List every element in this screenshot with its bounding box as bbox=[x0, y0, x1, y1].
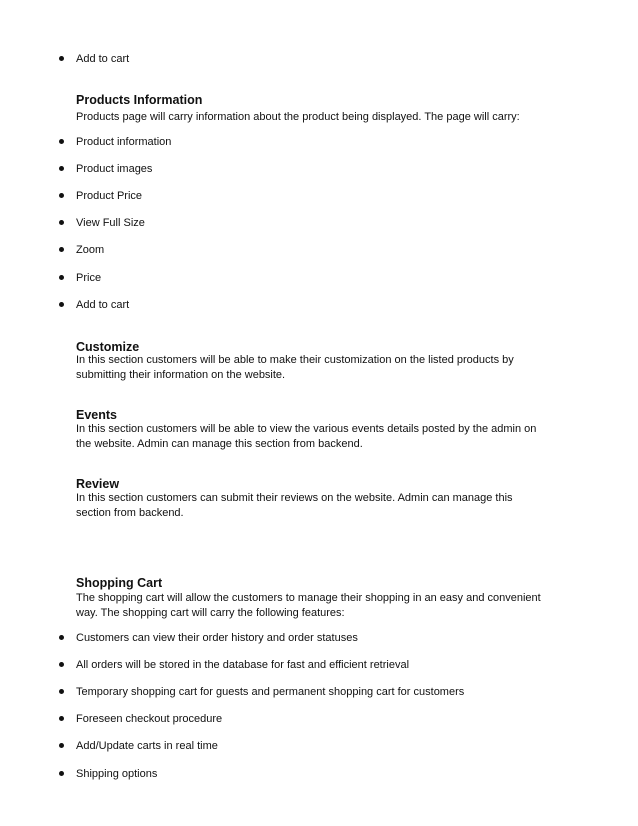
products-intro: Products page will carry information about the product being displayed. The page will carry: bbox=[76, 111, 520, 123]
section-heading-events: Events bbox=[76, 408, 117, 422]
list-item-text: Product Price bbox=[76, 190, 143, 202]
customize-line-2: submitting their information on the website. bbox=[76, 369, 286, 381]
review-line-1: In this section customers can submit their reviews on the website. Admin can manage this bbox=[76, 492, 513, 504]
list-item-text: View Full Size bbox=[76, 217, 145, 229]
list-item bbox=[0, 297, 638, 315]
list-item bbox=[0, 188, 638, 206]
bullet-icon bbox=[59, 635, 64, 640]
list-item-text: Product images bbox=[76, 163, 153, 175]
list-item bbox=[0, 630, 638, 648]
bullet-icon bbox=[59, 166, 64, 171]
list-item-text: Add to cart bbox=[76, 299, 130, 311]
section-heading-products: Products Information bbox=[76, 93, 203, 107]
list-item-text: All orders will be stored in the database for fast and efficient retrieval bbox=[76, 659, 410, 671]
list-item bbox=[0, 270, 638, 288]
list-item-text: Price bbox=[76, 272, 102, 284]
list-item-text: Add/Update carts in real time bbox=[76, 740, 218, 752]
events-line-2: the website. Admin can manage this section from backend. bbox=[76, 438, 363, 450]
customize-line-1: In this section customers will be able to make their customization on the listed products by bbox=[76, 354, 514, 366]
list-item-text: Zoom bbox=[76, 244, 105, 256]
bullet-icon bbox=[59, 247, 64, 252]
bullet-icon bbox=[59, 771, 64, 776]
list-item-text: Foreseen checkout procedure bbox=[76, 713, 223, 725]
list-item bbox=[0, 684, 638, 702]
bullet-icon bbox=[59, 193, 64, 198]
shopping-cart-line-2: way. The shopping cart will carry the following features: bbox=[76, 607, 345, 619]
events-line-1: In this section customers will be able to view the various events details posted by the admin on bbox=[76, 423, 537, 435]
list-item bbox=[0, 766, 638, 784]
bullet-icon bbox=[59, 56, 64, 61]
section-heading-review: Review bbox=[76, 477, 120, 491]
list-item-text: Temporary shopping cart for guests and permanent shopping cart for customers bbox=[76, 686, 465, 698]
shopping-cart-line-1: The shopping cart will allow the customers to manage their shopping in an easy and convenient bbox=[76, 592, 541, 604]
bullet-icon bbox=[59, 743, 64, 748]
list-item bbox=[0, 51, 638, 69]
bullet-icon bbox=[59, 302, 64, 307]
list-item-text: Product information bbox=[76, 136, 172, 148]
bullet-icon bbox=[59, 220, 64, 225]
review-line-2: section from backend. bbox=[76, 507, 184, 519]
list-item-text: Shipping options bbox=[76, 768, 158, 780]
list-item bbox=[0, 134, 638, 152]
list-item-text: Add to cart bbox=[76, 53, 130, 65]
list-item bbox=[0, 215, 638, 233]
list-item bbox=[0, 711, 638, 729]
list-item bbox=[0, 657, 638, 675]
bullet-icon bbox=[59, 275, 64, 280]
section-heading-shopping-cart: Shopping Cart bbox=[76, 576, 163, 590]
list-item bbox=[0, 738, 638, 756]
bullet-icon bbox=[59, 716, 64, 721]
list-item bbox=[0, 242, 638, 260]
bullet-icon bbox=[59, 139, 64, 144]
list-item-text: Customers can view their order history and order statuses bbox=[76, 632, 358, 644]
section-heading-customize: Customize bbox=[76, 340, 140, 354]
list-item bbox=[0, 161, 638, 179]
bullet-icon bbox=[59, 689, 64, 694]
bullet-icon bbox=[59, 662, 64, 667]
